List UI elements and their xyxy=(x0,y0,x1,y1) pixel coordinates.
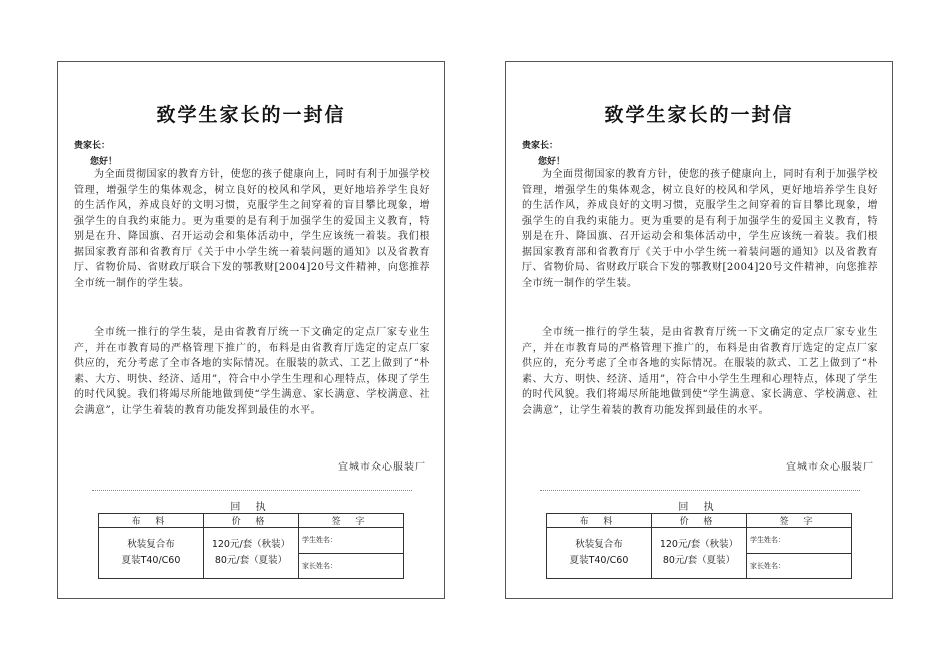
letter-paragraph-1: 为全面贯彻国家的教育方针，使您的孩子健康向上，同时有利于加强学校管理，增强学生的集体观念，树立良好的校风和学风，更好地培养学生良好的生活作风，养成良好的文明习惯，克服学生之间穿着的盲目攀比现象，增强学生的自我约束能力。更为重要的是有利于加强学生的爱国主义教育，特别是在升、降国旗、召开运动会和集体活动中，学生应该统一着装。我们根据国家教育部和省教育厅《关于中小学生统一着装问题的通知》以及省教育厅、省物价局、省财政厅联合下发的鄂教财[2004]20号文件精神，向您推荐全市统一制作的学生装。 xyxy=(522,169,878,289)
parent-name-field[interactable]: 家长姓名： xyxy=(747,553,852,579)
price-line-2: 80元/套（夏装） xyxy=(662,555,736,566)
receipt-row-student xyxy=(547,528,852,554)
parent-name-field[interactable]: 家长姓名： xyxy=(299,553,404,579)
receipt-row-student xyxy=(99,528,404,554)
letter-title: 致学生家长的一封信 xyxy=(604,104,794,126)
student-name-field[interactable]: 学生姓名： xyxy=(299,528,404,554)
receipt-header-material: 布 料 xyxy=(547,514,652,528)
cut-line xyxy=(92,490,412,491)
receipt-title: 回 执 xyxy=(678,502,720,513)
cut-line xyxy=(540,490,860,491)
letter-sheet-left xyxy=(57,61,445,599)
receipt-header-signature: 签 字 xyxy=(299,514,404,528)
letter-title: 致学生家长的一封信 xyxy=(156,104,346,126)
letter-paragraph-2: 全市统一推行的学生装，是由省教育厅统一下文确定的定点厂家专业生产，并在市教育局的严格管理下推广的，布料是由省教育厅选定的定点厂家供应的，充分考虑了全市各地的实际情况。在服装的款式、工艺上做到了“朴素、大方、明快、经济、适用”，符合中小学生生理和心理特点，体现了学生的时代风貌。我们将竭尽所能地做到使“学生满意、家长满意、学校满意、社会满意”，让学生着装的教育功能发挥到最佳的水平。 xyxy=(522,327,878,416)
receipt-header-row xyxy=(547,514,852,528)
material-line-2: 夏装T40/C60 xyxy=(569,555,629,566)
material-line-1: 秋装复合布 xyxy=(575,539,623,550)
letter-salutation: 贵家长： xyxy=(522,141,559,151)
receipt-price-cell xyxy=(204,528,299,579)
receipt-material-cell xyxy=(99,528,204,579)
material-line-2: 夏装T40/C60 xyxy=(121,555,181,566)
letter-paragraph-2: 全市统一推行的学生装，是由省教育厅统一下文确定的定点厂家专业生产，并在市教育局的严格管理下推广的，布料是由省教育厅选定的定点厂家供应的，充分考虑了全市各地的实际情况。在服装的款式、工艺上做到了“朴素、大方、明快、经济、适用”，符合中小学生生理和心理特点，体现了学生的时代风貌。我们将竭尽所能地做到使“学生满意、家长满意、学校满意、社会满意”，让学生着装的教育功能发挥到最佳的水平。 xyxy=(74,327,430,416)
receipt-header-price: 价 格 xyxy=(204,514,299,528)
letter-sheet-right xyxy=(505,61,893,599)
receipt-price-cell xyxy=(652,528,747,579)
receipt-table xyxy=(98,513,404,579)
price-line-2: 80元/套（夏装） xyxy=(214,555,288,566)
letter-signature: 宜城市众心服装厂 xyxy=(786,462,874,473)
receipt-header-price: 价 格 xyxy=(652,514,747,528)
letter-signature: 宜城市众心服装厂 xyxy=(338,462,426,473)
letter-greeting: 您好！ xyxy=(90,157,118,167)
receipt-title: 回 执 xyxy=(230,502,272,513)
letter-paragraph-1: 为全面贯彻国家的教育方针，使您的孩子健康向上，同时有利于加强学校管理，增强学生的集体观念，树立良好的校风和学风，更好地培养学生良好的生活作风，养成良好的文明习惯，克服学生之间穿着的盲目攀比现象，增强学生的自我约束能力。更为重要的是有利于加强学生的爱国主义教育，特别是在升、降国旗、召开运动会和集体活动中，学生应该统一着装。我们根据国家教育部和省教育厅《关于中小学生统一着装问题的通知》以及省教育厅、省物价局、省财政厅联合下发的鄂教财[2004]20号文件精神，向您推荐全市统一制作的学生装。 xyxy=(74,169,430,289)
receipt-table xyxy=(546,513,852,579)
receipt-header-row xyxy=(99,514,404,528)
price-line-1: 120元/套（秋装） xyxy=(659,539,739,550)
letter-salutation: 贵家长： xyxy=(74,141,111,151)
price-line-1: 120元/套（秋装） xyxy=(211,539,291,550)
receipt-header-material: 布 料 xyxy=(99,514,204,528)
receipt-header-signature: 签 字 xyxy=(747,514,852,528)
letter-greeting: 您好！ xyxy=(538,157,566,167)
material-line-1: 秋装复合布 xyxy=(127,539,175,550)
student-name-field[interactable]: 学生姓名： xyxy=(747,528,852,554)
receipt-material-cell xyxy=(547,528,652,579)
